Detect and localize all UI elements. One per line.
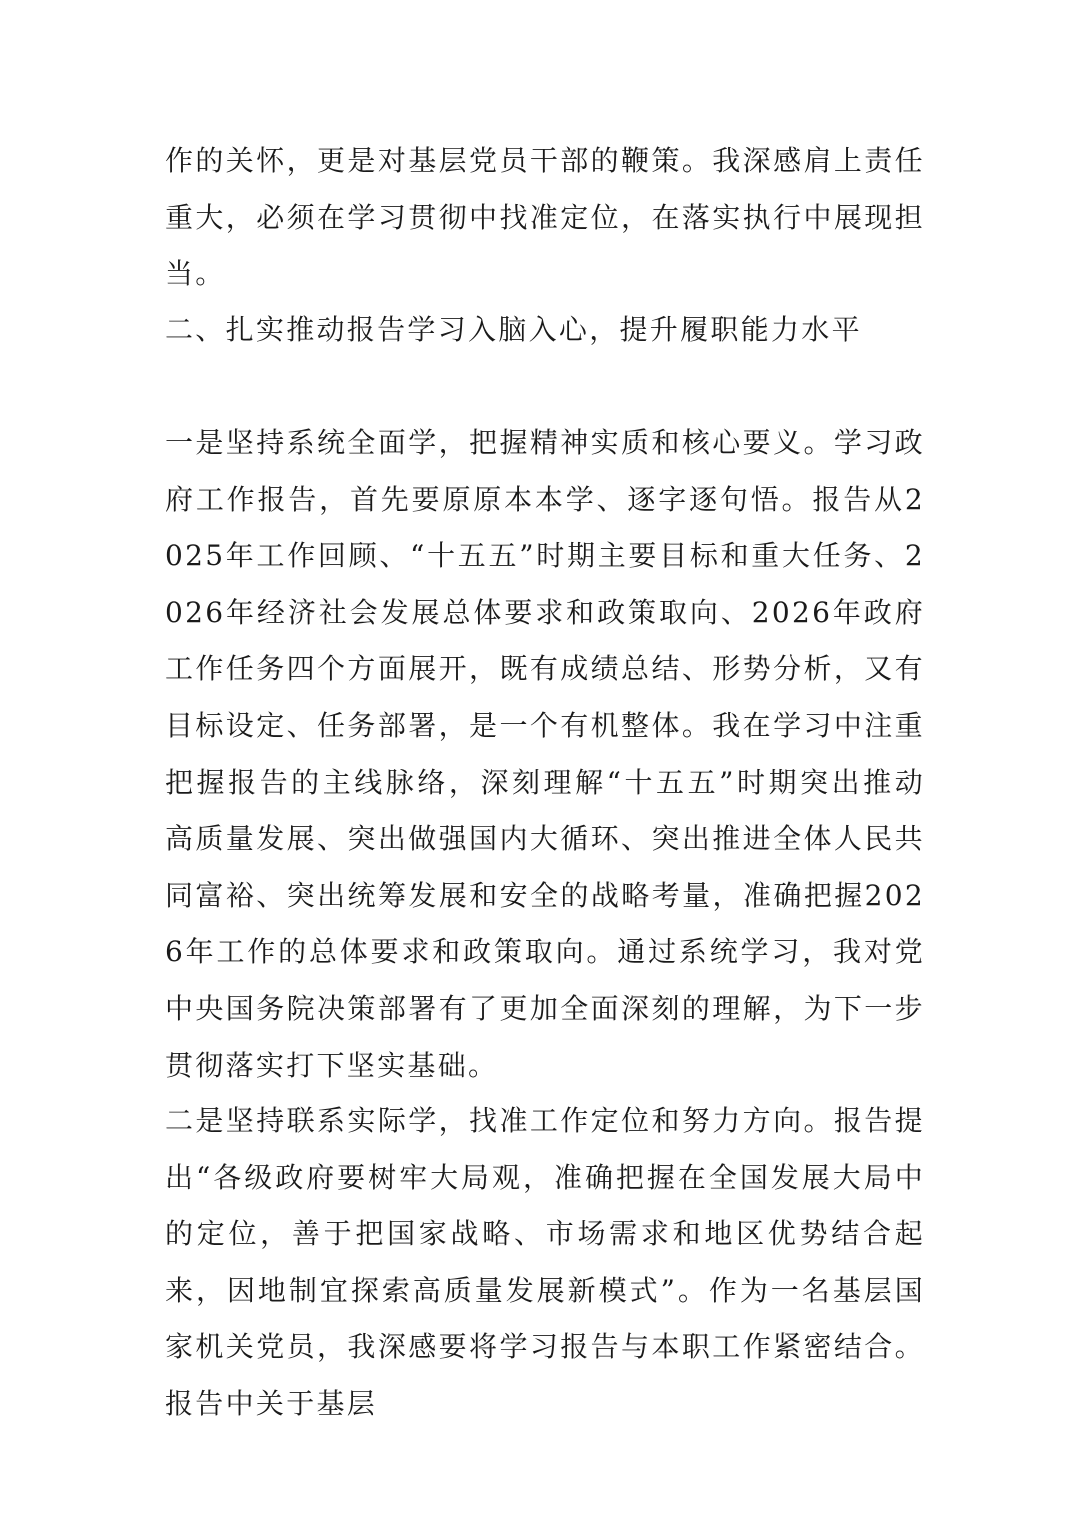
paragraph-point-one: 一是坚持系统全面学，把握精神实质和核心要义。学习政府工作报告，首先要原原本本学、逐字逐句悟。报告从2025年工作回顾、“十五五”时期主要目标和重大任务、2026年经济社会发展总体要求和政策取向、2026年政府工作任务四个方面展开，既有成绩总结、形势分析，又有目标设定、任务部署，是一个有机整体。我在学习中注重把握报告的主线脉络，深刻理解“十五五”时期突出推动高质量发展、突出做强国内大循环、突出推进全体人民共同富裕、突出统筹发展和安全的战略考量，准确把握2026年工作的总体要求和政策取向。通过系统学习，我对党中央国务院决策部署有了更加全面深刻的理解，为下一步贯彻落实打下坚实基础。 — [165, 426, 925, 1082]
section-heading: 二、扎实推动报告学习入脑入心，提升履职能力水平 — [165, 313, 862, 346]
paragraph-intro-continuation: 作的关怀，更是对基层党员干部的鞭策。我深感肩上责任重大，必须在学习贯彻中找准定位，在落实执行中展现担当。 — [165, 144, 925, 291]
paragraph-point-two: 二是坚持联系实际学，找准工作定位和努力方向。报告提出“各级政府要树牢大局观，准确把握在全国发展大局中的定位，善于把国家战略、市场需求和地区优势结合起来，因地制宜探索高质量发展新模式”。作为一名基层国家机关党员，我深感要将学习报告与本职工作紧密结合。报告中关于基层 — [165, 1104, 925, 1420]
